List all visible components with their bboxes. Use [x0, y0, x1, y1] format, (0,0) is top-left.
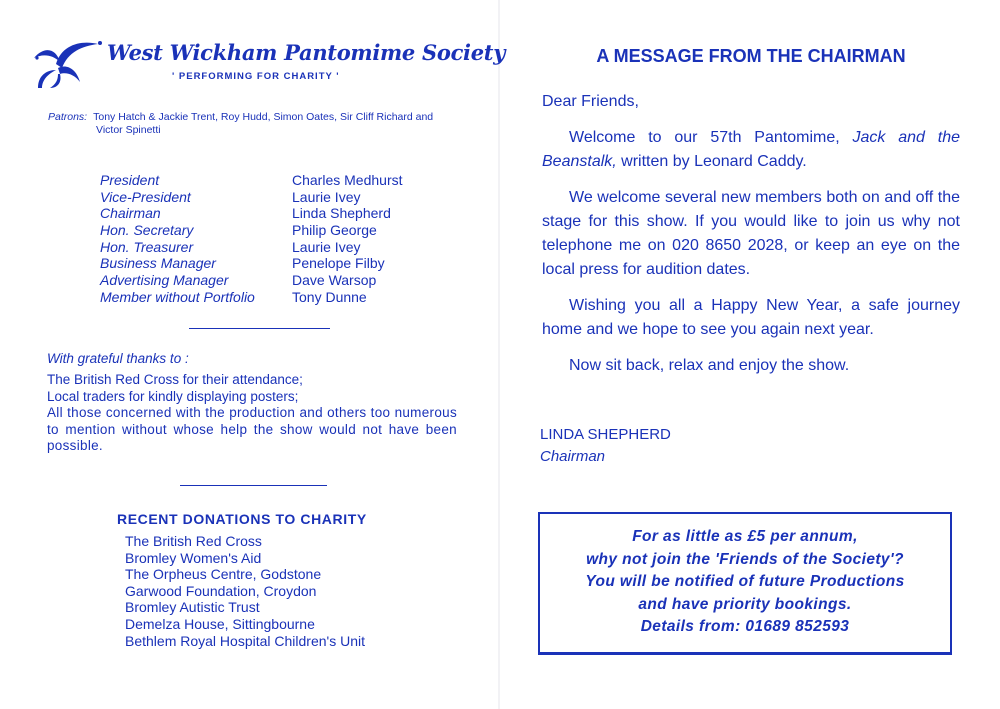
signer-name: LINDA SHEPHERD	[540, 426, 671, 443]
thanks-block	[47, 351, 457, 455]
officer-name: Laurie Ivey	[292, 238, 361, 255]
thanks-intro: With grateful thanks to :	[47, 351, 189, 366]
officer-role: President	[100, 172, 160, 188]
divider-rule	[180, 485, 327, 486]
donation-item: Demelza House, Sittingbourne	[125, 615, 315, 632]
message-paragraph	[542, 126, 960, 174]
officer-role: Hon. Secretary	[100, 222, 194, 239]
message-paragraph: Wishing you all a Happy New Year, a safe journey home and we hope to see you again next year.	[542, 297, 960, 338]
patrons-line-1: Tony Hatch & Jackie Trent, Roy Hudd, Simon Oates, Sir Cliff Richard and	[93, 111, 434, 123]
message-p1-end: written by Leonard Caddy.	[616, 153, 807, 170]
message-p1-start: Welcome to our 57th Pantomime,	[569, 129, 853, 146]
donation-item: Bethlem Royal Hospital Children's Unit	[125, 632, 365, 649]
friends-line: and have priority bookings.	[638, 595, 852, 613]
officer-name: Laurie Ivey	[292, 188, 361, 205]
friends-line: why not join the 'Friends of the Society'?	[586, 550, 904, 568]
officer-role: Vice-President	[100, 188, 191, 205]
society-name: West Wickham Pantomime Society	[107, 40, 506, 65]
society-logo-icon	[32, 38, 104, 90]
thanks-line: All those concerned with the production and others too numerous to mention without whose help the show would not have been possible.	[47, 405, 457, 453]
officer-name: Charles Medhurst	[292, 172, 403, 188]
divider-rule	[189, 328, 330, 329]
friends-contact-line: Details from: 01689 852593	[640, 618, 850, 635]
officer-role: Member without Portfolio	[100, 288, 255, 305]
message-paragraph: We welcome several new members both on and off the stage for this show. If you would like to join us why not telephone me on 020 8650 2028, or keep an eye on the local press for audition dates.	[542, 189, 960, 278]
donation-item: The Orpheus Centre, Godstone	[125, 566, 322, 583]
thanks-line: Local traders for kindly displaying posters;	[47, 388, 299, 404]
thanks-line: The British Red Cross for their attendance;	[47, 372, 303, 387]
officer-name: Tony Dunne	[292, 288, 367, 305]
message-body	[542, 90, 960, 390]
friends-of-society-box	[538, 512, 952, 655]
donations-title: RECENT DONATIONS TO CHARITY	[117, 511, 367, 527]
officer-role: Advertising Manager	[100, 272, 229, 289]
donation-item: Garwood Foundation, Croydon	[125, 582, 317, 599]
officer-name: Linda Shepherd	[292, 205, 391, 222]
officer-role: Business Manager	[100, 255, 216, 272]
patrons-line-2: Victor Spinetti	[96, 124, 161, 136]
friends-line: For as little as £5 per annum,	[632, 528, 858, 545]
society-tagline: ' PERFORMING FOR CHARITY '	[172, 71, 340, 82]
show-title: Jack and the Beanstalk,	[542, 129, 961, 170]
officer-name: Penelope Filby	[292, 255, 385, 272]
officer-name: Dave Warsop	[292, 272, 377, 289]
friends-box-text	[540, 526, 950, 639]
donation-item: The British Red Cross	[125, 533, 262, 549]
officer-name: Philip George	[292, 222, 377, 239]
friends-line: You will be notified of future Productions	[585, 573, 905, 590]
message-salutation: Dear Friends,	[542, 93, 639, 110]
officer-role: Chairman	[100, 205, 161, 222]
patrons-block	[48, 111, 468, 137]
message-title: A MESSAGE FROM THE CHAIRMAN	[596, 46, 906, 66]
donation-item: Bromley Women's Aid	[125, 549, 262, 566]
page-fold	[498, 0, 500, 709]
message-paragraph: Now sit back, relax and enjoy the show.	[569, 357, 850, 374]
officer-role: Hon. Treasurer	[100, 238, 194, 255]
donations-list	[125, 533, 365, 649]
signoff	[540, 424, 671, 468]
signer-role: Chairman	[540, 448, 606, 465]
donation-item: Bromley Autistic Trust	[125, 599, 260, 616]
patrons-label: Patrons:	[48, 111, 88, 123]
